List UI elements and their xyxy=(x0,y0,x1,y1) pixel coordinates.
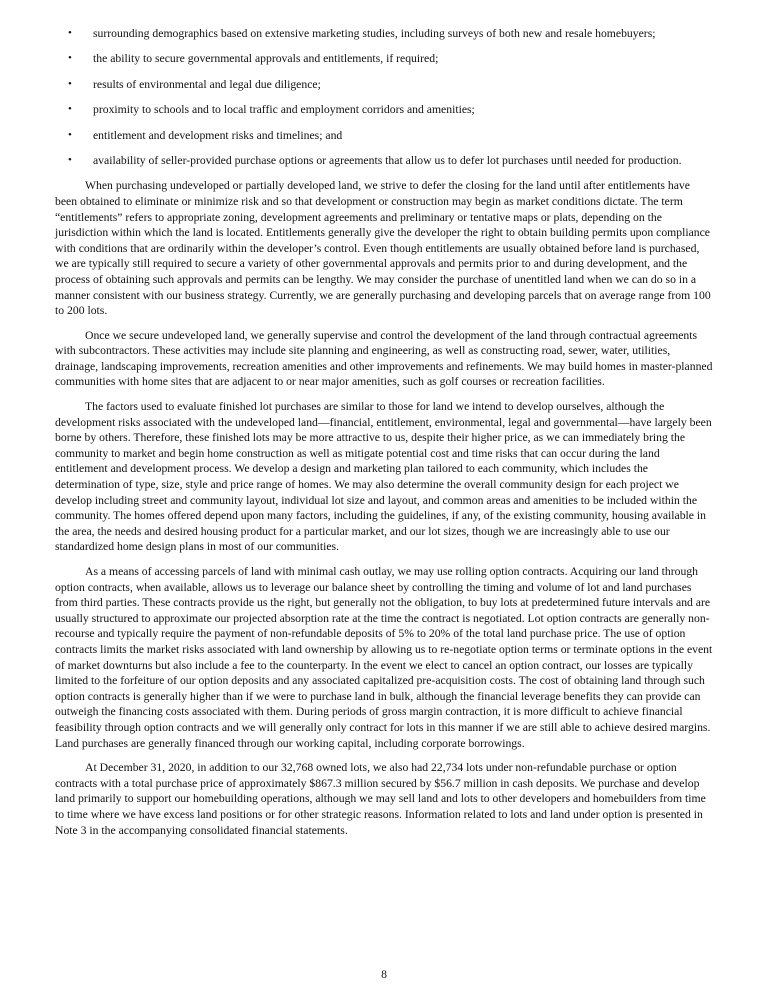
bullet-item xyxy=(55,26,714,42)
paragraph-entitlements: When purchasing undeveloped or partially developed land, we strive to defer the closing for the land until after entitlements have been obtained to eliminate or minimize risk and so that development or construction may begin as market conditions dictate. The term “entitlements” refers to appropriate zoning, development agreements and preliminary or tentative maps or plats, depending on the jurisdiction within which the land is located. Entitlements generally give the developer the right to obtain building permits upon compliance with conditions that are ordinarily within the developer’s control. Even though entitlements are usually obtained before land is purchased, we are typically still required to secure a variety of other governmental approvals and permits prior to and during development, and the process of obtaining such approvals and permits can be lengthy. We may consider the purchase of unentitled land when we can do so in a manner consistent with our business strategy. Currently, we are generally purchasing and developing parcels that on average range from 100 to 200 lots. xyxy=(55,179,711,318)
paragraph-lot-holdings: At December 31, 2020, in addition to our 32,768 owned lots, we also had 22,734 lots under non-refundable purchase or option contracts with a total purchase price of approximately $867.3 million secured by $56.7 million in cash deposits. We purchase and develop land primarily to support our homebuilding operations, although we may sell land and lots to other developers and homebuilders from time to time where we have excess land positions or for other strategic reasons. Information related to lots and land under option is presented in Note 3 in the accompanying consolidated financial statements. xyxy=(55,761,706,837)
page-number: 8 xyxy=(381,968,387,981)
bullet-item xyxy=(55,77,714,93)
bullet-text: results of environmental and legal due diligence; xyxy=(93,77,321,91)
bullet-symbol: • xyxy=(68,27,72,39)
paragraph-option-contracts: As a means of accessing parcels of land with minimal cash outlay, we may use rolling option contracts. Acquiring our land through option contracts, when available, allows us to leverage our balance sheet by controlling the timing and volume of lot and land purchases from third parties. These contracts provide us the right, but generally not the obligation, to buy lots at predetermined future intervals and are usually structured to approximate our projected absorption rate at the time the contract is negotiated. Lot option contracts are generally non-recourse and typically require the payment of non-refundable deposits of 5% to 20% of the total land purchase price. The use of option contracts limits the market risks associated with land ownership by allowing us to re-negotiate option terms or terminate options in the event of market downturns but also include a fee to the counterparty. In the event we elect to cancel an option contract, our losses are typically limited to the forfeiture of our option deposits and any associated capitalized pre-acquisition costs. The cost of obtaining land through such option contracts is generally higher than if we were to purchase land in bulk, although the financial leverage benefits they can provide can outweigh the financing costs associated with them. During periods of gross margin contraction, it is more difficult to achieve financial feasibility through option contracts and we will generally only contract for lots in this manner if we are still able to achieve desired margins. Land purchases are generally financed through our working capital, including corporate borrowings. xyxy=(55,565,713,750)
bullet-item xyxy=(55,102,714,118)
paragraph-land-development: Once we secure undeveloped land, we generally supervise and control the development of the land through contractual agreements with subcontractors. These activities may include site planning and engineering, as well as constructing road, sewer, water, utilities, drainage, landscaping improvements, recreation amenities and other improvements and refinements. We may build homes in master-planned communities with home sites that are adjacent to or near major amenities, such as golf courses or recreation facilities. xyxy=(55,328,713,389)
bullet-text: proximity to schools and to local traffic and employment corridors and amenities; xyxy=(93,103,475,117)
bullet-text: the ability to secure governmental approvals and entitlements, if required; xyxy=(93,52,439,66)
document-body xyxy=(55,26,714,847)
bullet-text: surrounding demographics based on extensive marketing studies, including surveys of both new and resale homebuyers; xyxy=(93,27,656,40)
bullet-item xyxy=(55,128,714,144)
bullet-item xyxy=(55,51,714,67)
bullet-symbol: • xyxy=(68,52,72,65)
bullet-symbol: • xyxy=(68,153,72,166)
bullet-text: entitlement and development risks and timelines; and xyxy=(93,128,343,142)
bullet-item xyxy=(55,153,714,169)
bullet-symbol: • xyxy=(68,77,72,90)
bullet-symbol: • xyxy=(68,128,72,141)
paragraph-finished-lots: The factors used to evaluate finished lot purchases are similar to those for land we intend to develop ourselves, although the development risks associated with the undeveloped land—financial, entitlement, environmental, legal and governmental—have largely been borne by others. Therefore, these finished lots may be more attractive to us, despite their higher price, as we can immediately bring the community to market and begin home construction as well as mitigate potential cost and time risks that can occur during the land entitlement and development process. We develop a design and marketing plan tailored to each community, which includes the determination of type, size, style and price range of homes. We may also determine the overall community design for each project we develop including street and community layout, individual lot size and layout, and common areas and amenities to be included within the community. The homes offered depend upon many factors, including the guidelines, if any, of the existing community, housing available in the area, the needs and desired housing product for a particular market, and our lot sizes, though we are increasingly able to use our standardized home design plans in most of our communities. xyxy=(55,400,712,554)
bullet-symbol: • xyxy=(68,103,72,116)
criteria-bullet-list xyxy=(55,26,714,169)
bullet-text: availability of seller-provided purchase options or agreements that allow us to defer lot purchases until needed for production. xyxy=(93,153,682,167)
